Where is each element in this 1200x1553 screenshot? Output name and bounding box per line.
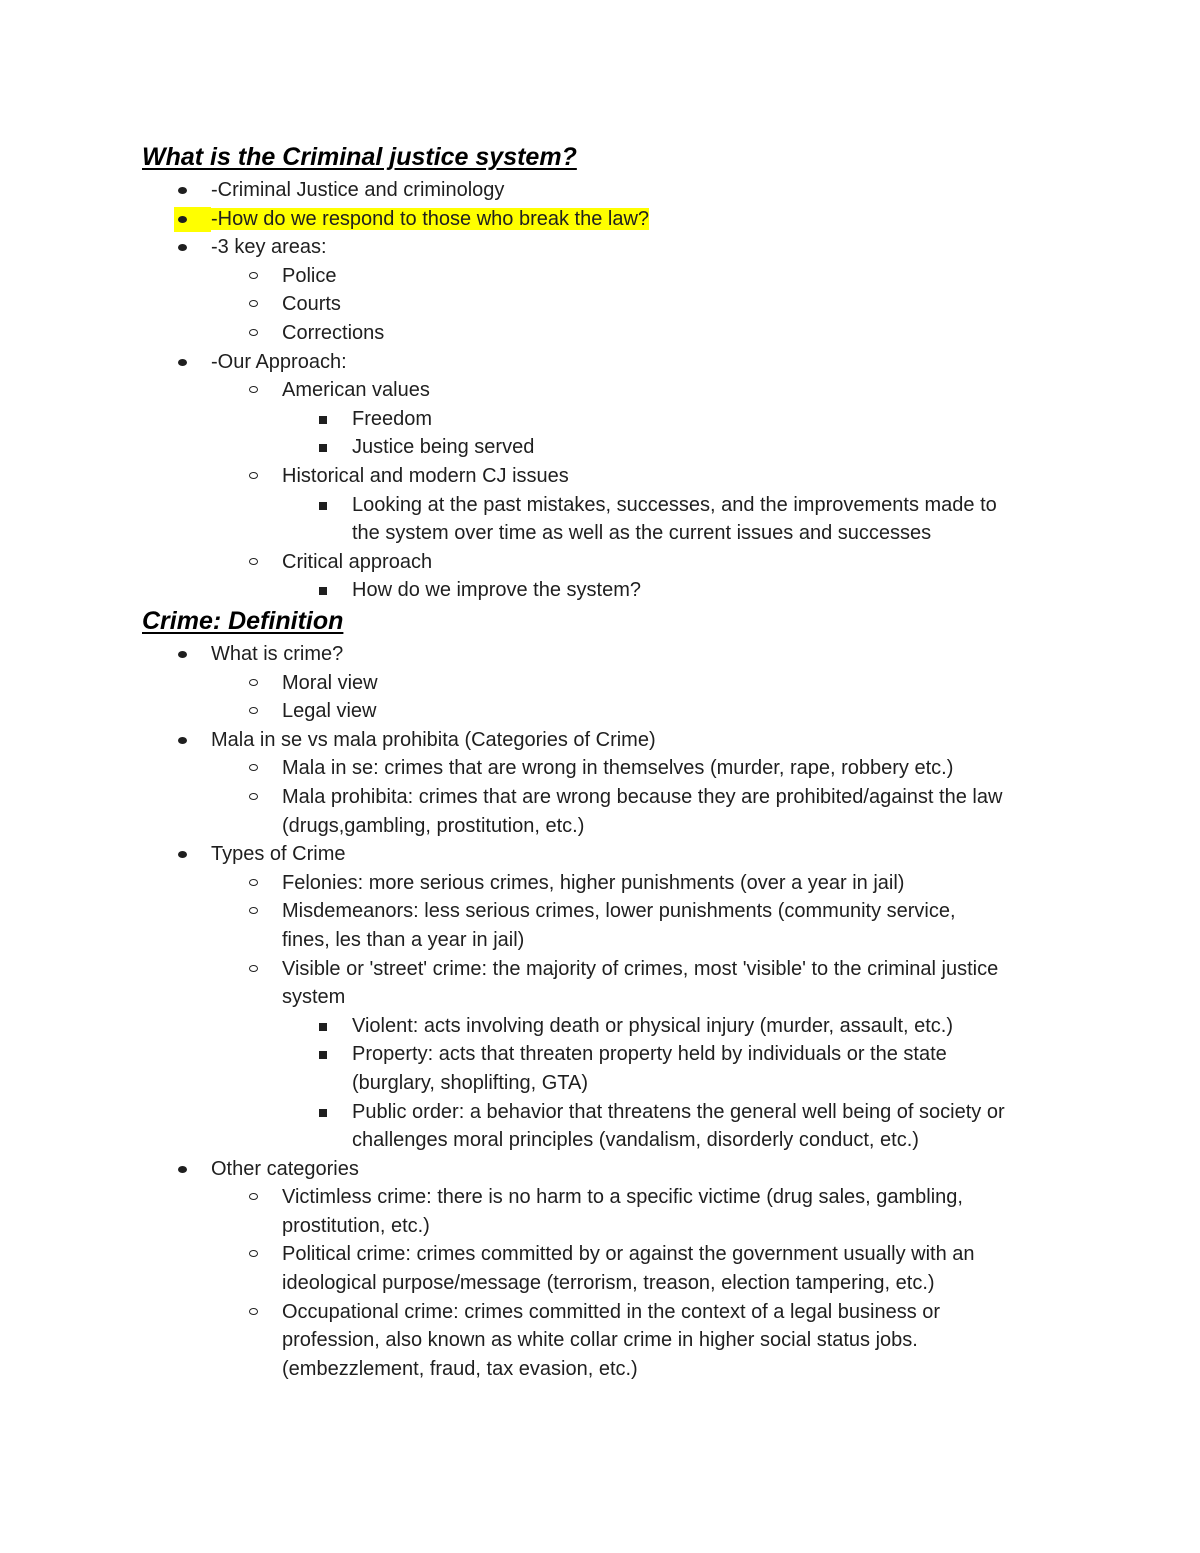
- list-item: Critical approach: [0, 548, 997, 577]
- list-item: Legal view: [0, 697, 1005, 726]
- list-item: Police: [0, 262, 997, 291]
- filled-bullet-icon: [178, 359, 187, 366]
- hollow-bullet-icon: [249, 679, 258, 686]
- list-item-continuation: ideological purpose/message (terrorism, treason, election tampering, etc.): [282, 1272, 935, 1295]
- section-heading-criminal-justice-system: What is the Criminal justice system?: [142, 143, 577, 171]
- list-item-continuation: system: [282, 986, 346, 1009]
- list-item-continuation: (embezzlement, fraud, tax evasion, etc.): [282, 1357, 638, 1380]
- list-item: Mala in se vs mala prohibita (Categories of Crime): [0, 726, 1005, 755]
- filled-bullet-icon: [178, 244, 187, 251]
- list-item: Justice being served: [0, 433, 997, 462]
- hollow-bullet-icon: [249, 965, 258, 972]
- hollow-bullet-icon: [249, 1308, 258, 1315]
- square-bullet-icon: [319, 416, 327, 424]
- list-item-highlighted: -How do we respond to those who break the law?: [0, 205, 997, 234]
- list-item-continuation: prostitution, etc.): [282, 1214, 430, 1237]
- hollow-bullet-icon: [249, 707, 258, 714]
- hollow-bullet-icon: [249, 879, 258, 886]
- list-item: -Criminal Justice and criminology: [0, 176, 997, 205]
- square-bullet-icon: [319, 444, 327, 452]
- hollow-bullet-icon: [249, 386, 258, 393]
- list-item: Misdemeanors: less serious crimes, lower punishments (community service,: [0, 897, 1005, 926]
- list-item: -Our Approach:: [0, 348, 997, 377]
- list-item: How do we improve the system?: [0, 576, 997, 605]
- criminal-justice-outline: [0, 176, 997, 605]
- square-bullet-icon: [319, 1051, 327, 1059]
- hollow-bullet-icon: [249, 907, 258, 914]
- filled-bullet-icon: [178, 1166, 187, 1173]
- list-item: Courts: [0, 290, 997, 319]
- list-item: Looking at the past mistakes, successes, and the improvements made to: [0, 491, 997, 520]
- list-item: Visible or 'street' crime: the majority of crimes, most 'visible' to the criminal justice: [0, 955, 1005, 984]
- list-item: Other categories: [0, 1155, 1005, 1184]
- list-item: Occupational crime: crimes committed in the context of a legal business or: [0, 1298, 1005, 1327]
- filled-bullet-icon: [178, 216, 187, 223]
- list-item-continuation: fines, les than a year in jail): [282, 928, 525, 951]
- filled-bullet-icon: [178, 851, 187, 858]
- square-bullet-icon: [319, 502, 327, 510]
- hollow-bullet-icon: [249, 300, 258, 307]
- hollow-bullet-icon: [249, 558, 258, 565]
- section-heading-crime-definition: Crime: Definition: [142, 607, 344, 635]
- square-bullet-icon: [319, 587, 327, 595]
- list-item: -3 key areas:: [0, 233, 997, 262]
- list-item: Mala in se: crimes that are wrong in themselves (murder, rape, robbery etc.): [0, 754, 1005, 783]
- list-item-continuation: profession, also known as white collar crime in higher social status jobs.: [282, 1329, 918, 1352]
- list-item: Political crime: crimes committed by or against the government usually with an: [0, 1240, 1005, 1269]
- filled-bullet-icon: [178, 187, 187, 194]
- list-item: What is crime?: [0, 640, 1005, 669]
- hollow-bullet-icon: [249, 472, 258, 479]
- list-item: Victimless crime: there is no harm to a specific victime (drug sales, gambling,: [0, 1183, 1005, 1212]
- list-item: Corrections: [0, 319, 997, 348]
- list-item: Freedom: [0, 405, 997, 434]
- list-item: American values: [0, 376, 997, 405]
- hollow-bullet-icon: [249, 1250, 258, 1257]
- list-item: Mala prohibita: crimes that are wrong because they are prohibited/against the law: [0, 783, 1005, 812]
- square-bullet-icon: [319, 1109, 327, 1117]
- list-item-continuation: (drugs,gambling, prostitution, etc.): [282, 814, 585, 837]
- list-item: Felonies: more serious crimes, higher punishments (over a year in jail): [0, 869, 1005, 898]
- hollow-bullet-icon: [249, 793, 258, 800]
- list-item: Property: acts that threaten property held by individuals or the state: [0, 1040, 1005, 1069]
- hollow-bullet-icon: [249, 1193, 258, 1200]
- crime-definition-outline: [0, 640, 1005, 1383]
- hollow-bullet-icon: [249, 272, 258, 279]
- square-bullet-icon: [319, 1023, 327, 1031]
- filled-bullet-icon: [178, 737, 187, 744]
- list-item-continuation: the system over time as well as the current issues and successes: [352, 522, 932, 545]
- list-item: Moral view: [0, 669, 1005, 698]
- hollow-bullet-icon: [249, 329, 258, 336]
- list-item: Historical and modern CJ issues: [0, 462, 997, 491]
- hollow-bullet-icon: [249, 764, 258, 771]
- list-item: Public order: a behavior that threatens the general well being of society or: [0, 1098, 1005, 1127]
- list-item-continuation: challenges moral principles (vandalism, disorderly conduct, etc.): [352, 1129, 919, 1152]
- list-item-continuation: (burglary, shoplifting, GTA): [352, 1071, 589, 1094]
- list-item: Types of Crime: [0, 840, 1005, 869]
- list-item: Violent: acts involving death or physical injury (murder, assault, etc.): [0, 1012, 1005, 1041]
- filled-bullet-icon: [178, 651, 187, 658]
